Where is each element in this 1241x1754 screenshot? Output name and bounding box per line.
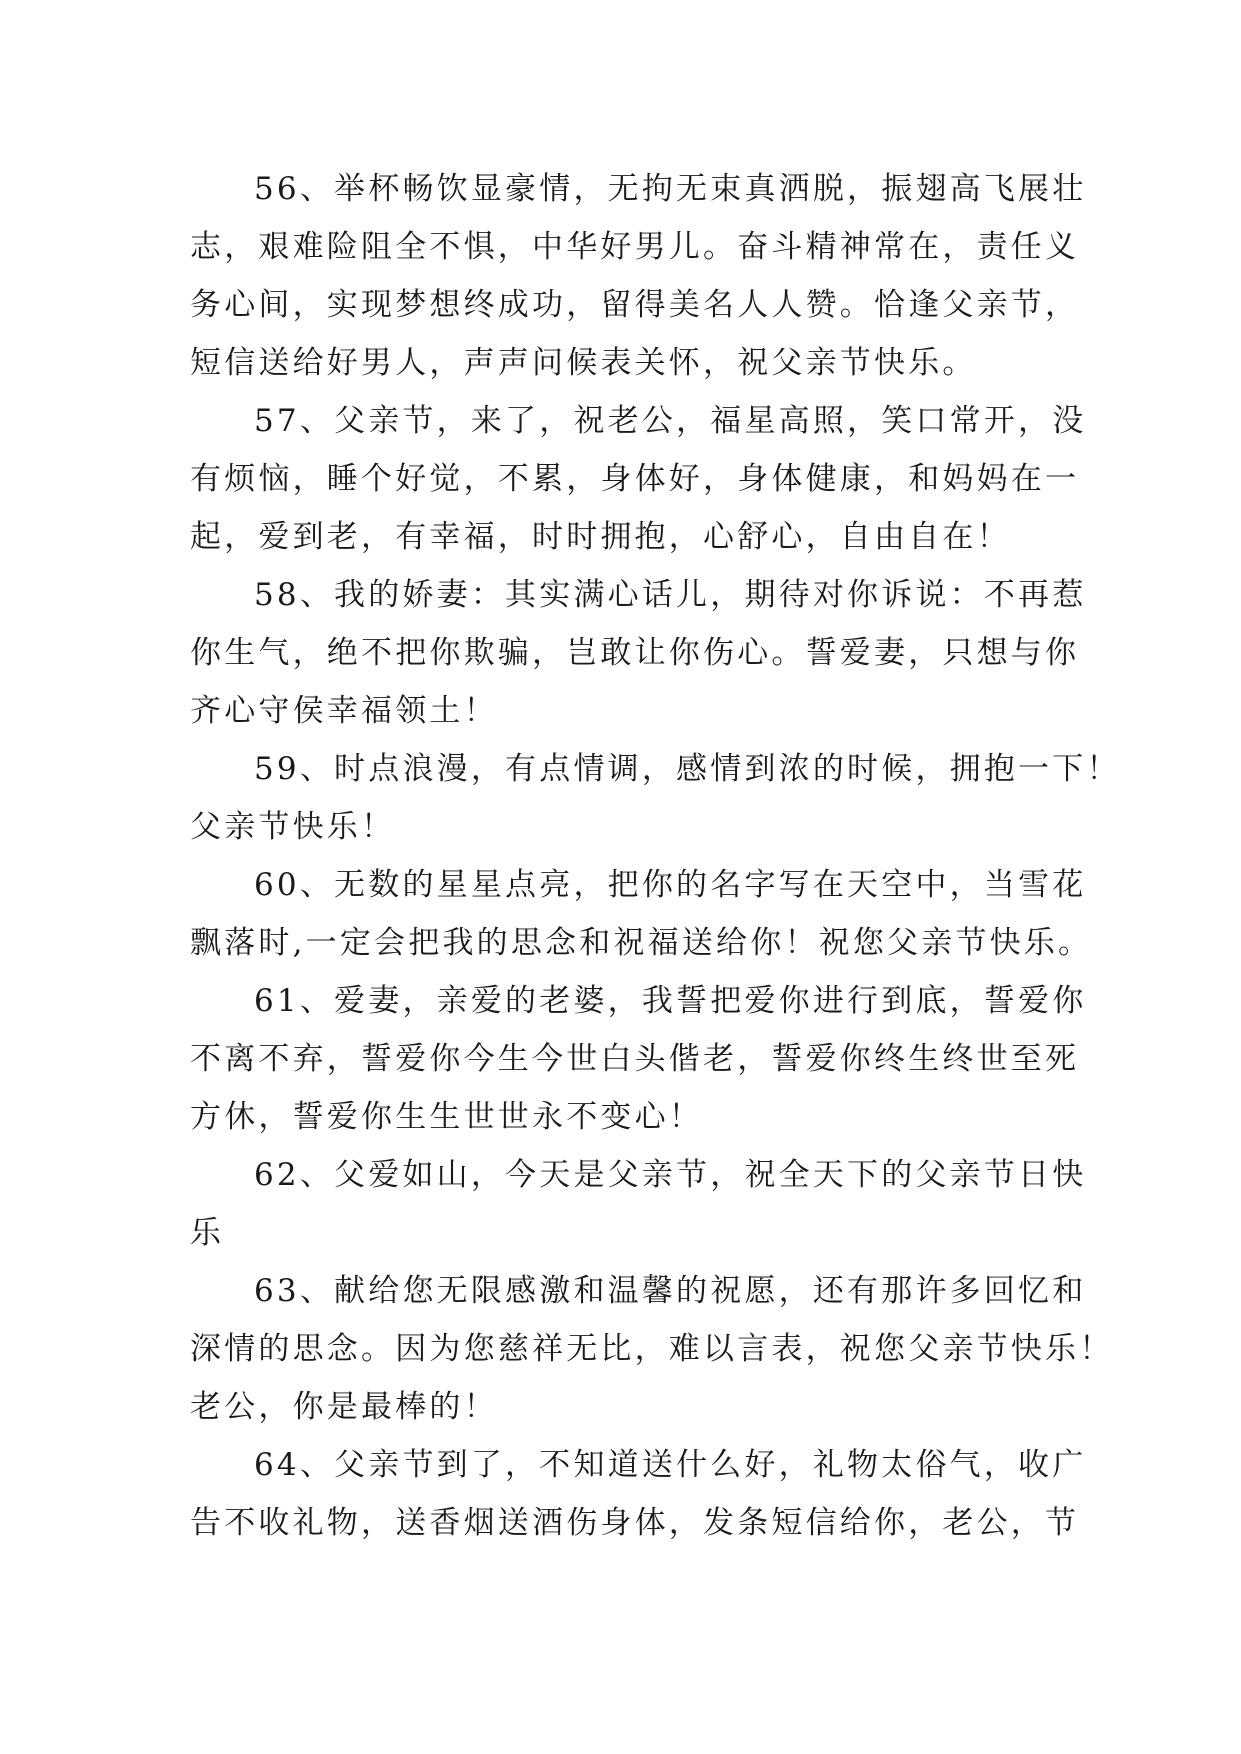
document-body bbox=[190, 160, 1121, 1552]
paragraph-64 bbox=[190, 1436, 1087, 1552]
paragraph-line: 短信送给好男人，声声问候表关怀，祝父亲节快乐。 bbox=[190, 345, 977, 381]
paragraph-line: 不离不弃，誓爱你今生今世白头偕老，誓爱你终生终世至死 bbox=[190, 1041, 1080, 1077]
paragraph-57 bbox=[190, 392, 1087, 566]
paragraph-line: 56、举杯畅饮显豪情，无拘无束真洒脱，振翅高飞展壮 bbox=[254, 171, 1087, 207]
paragraph-line: 深情的思念。因为您慈祥无比，难以言表，祝您父亲节快乐！ bbox=[190, 1331, 1114, 1367]
paragraph-line: 志，艰难险阻全不惧，中华好男儿。奋斗精神常在，责任义 bbox=[190, 229, 1080, 265]
paragraph-60 bbox=[190, 856, 1093, 972]
paragraph-56 bbox=[190, 160, 1087, 392]
paragraph-line: 62、父爱如山，今天是父亲节，祝全天下的父亲节日快 bbox=[254, 1157, 1087, 1193]
paragraph-62 bbox=[190, 1146, 1087, 1262]
paragraph-line: 务心间，实现梦想终成功，留得美名人人赞。恰逢父亲节， bbox=[190, 287, 1080, 323]
paragraph-59 bbox=[190, 740, 1121, 856]
paragraph-61 bbox=[190, 972, 1087, 1146]
paragraph-63 bbox=[190, 1262, 1114, 1436]
paragraph-line: 起，爱到老，有幸福，时时拥抱，心舒心，自由自在！ bbox=[190, 519, 1011, 555]
paragraph-line: 58、我的娇妻：其实满心话儿，期待对你诉说：不再惹 bbox=[254, 577, 1087, 613]
paragraph-line: 飘落时,一定会把我的思念和祝福送给你！祝您父亲节快乐。 bbox=[190, 925, 1093, 961]
paragraph-line: 59、时点浪漫，有点情调，感情到浓的时候，拥抱一下！ bbox=[254, 751, 1121, 787]
paragraph-line: 你生气，绝不把你欺骗，岂敢让你伤心。誓爱妻，只想与你 bbox=[190, 635, 1080, 671]
paragraph-line: 60、无数的星星点亮，把你的名字写在天空中，当雪花 bbox=[254, 867, 1087, 903]
paragraph-line: 父亲节快乐！ bbox=[190, 809, 396, 845]
paragraph-line: 57、父亲节，来了，祝老公，福星高照，笑口常开，没 bbox=[254, 403, 1087, 439]
paragraph-line: 64、父亲节到了，不知道送什么好，礼物太俗气，收广 bbox=[254, 1447, 1087, 1483]
paragraph-line: 齐心守侯幸福领土！ bbox=[190, 693, 498, 729]
paragraph-58 bbox=[190, 566, 1087, 740]
paragraph-line: 63、献给您无限感激和温馨的祝愿，还有那许多回忆和 bbox=[254, 1273, 1087, 1309]
paragraph-line: 告不收礼物，送香烟送酒伤身体，发条短信给你，老公，节 bbox=[190, 1505, 1080, 1541]
paragraph-line: 61、爱妻，亲爱的老婆，我誓把爱你进行到底，誓爱你 bbox=[254, 983, 1087, 1019]
paragraph-line: 有烦恼，睡个好觉，不累，身体好，身体健康，和妈妈在一 bbox=[190, 461, 1080, 497]
paragraph-line: 乐 bbox=[190, 1215, 225, 1251]
paragraph-line: 老公，你是最棒的！ bbox=[190, 1389, 498, 1425]
paragraph-line: 方休，誓爱你生生世世永不变心！ bbox=[190, 1099, 703, 1135]
